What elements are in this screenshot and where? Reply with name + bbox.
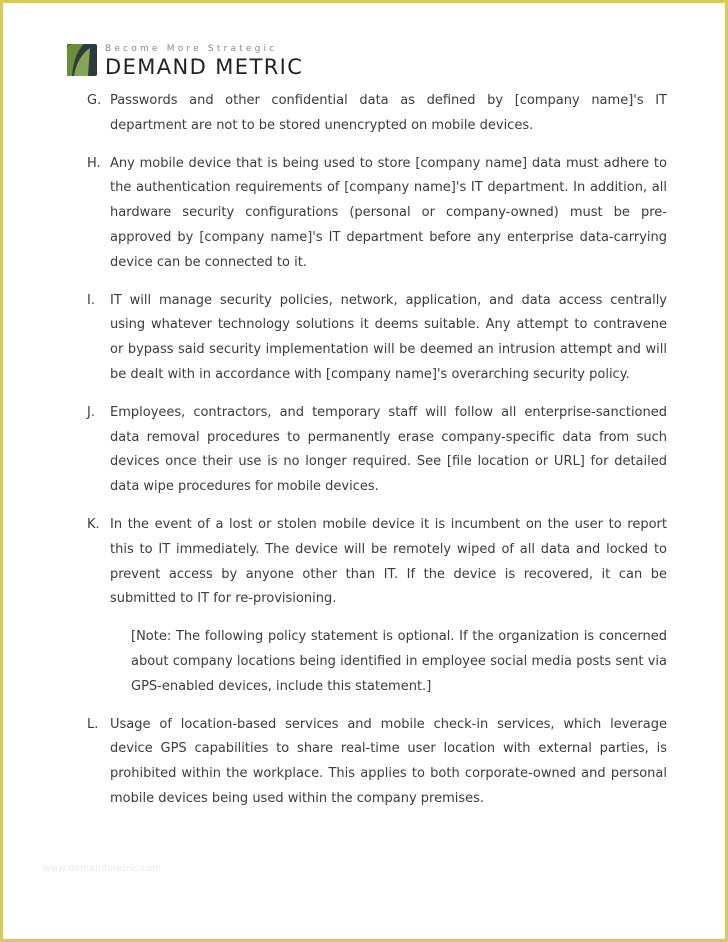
item-letter: I. [87, 292, 95, 308]
item-letter: G. [87, 93, 102, 108]
item-letter: H. [87, 155, 101, 171]
item-letter: K. [87, 516, 100, 532]
policy-item-g [87, 89, 667, 139]
demand-metric-logo [66, 43, 303, 78]
policy-item-h [87, 152, 667, 276]
watermark-url: www.demandmetric.com [43, 864, 162, 874]
logo-tagline: Become More Strategic [105, 44, 278, 54]
policy-content [87, 89, 667, 825]
optional-note: [Note: The following policy statement is optional. If the organization is concerned about company locations being identified in employee social media posts sent via GPS-enabled devices, include this statement.] [131, 629, 667, 694]
policy-item-k [87, 513, 667, 612]
logo-brand-name: DEMAND METRIC [105, 55, 304, 79]
item-text: Employees, contractors, and temporary staff will follow all enterprise-sanctioned data removal procedures to permanently erase company-specific data from such devices once their use is no longer required. See [file location or URL] for detailed data wipe procedures for mobile devices. [110, 404, 667, 495]
item-letter: L. [87, 716, 99, 732]
policy-item-l [87, 713, 667, 812]
item-letter: J. [87, 404, 95, 420]
item-text: IT will manage security policies, network, application, and data access centrally using whatever technology solutions it deems suitable. Any attempt to contravene or bypass said security implementation will be deemed an intrusion attempt and will be dealt with in accordance with [company name]'s overarching security policy. [110, 292, 667, 382]
item-text: Passwords and other confidential data as defined by [company name]'s IT department are not to be stored unencrypted on mobile devices. [110, 93, 667, 133]
item-text: Usage of location-based services and mobile check-in services, which leverage device GPS capabilities to share real-time user location with external parties, is prohibited within the workplace. This applies to both corporate-owned and personal mobile devices being used within the company premises. [110, 716, 667, 806]
logo-mark-icon [66, 43, 98, 77]
policy-item-j [87, 401, 667, 500]
item-text: Any mobile device that is being used to store [company name] data must adhere to the authentication requirements of [company name]'s IT department. In addition, all hardware security configurations (personal or company-owned) must be pre-approved by [company name]'s IT department before any enterprise data-carrying device can be connected to it. [110, 155, 667, 270]
policy-item-i [87, 289, 667, 388]
item-text: In the event of a lost or stolen mobile device it is incumbent on the user to report this to IT immediately. The device will be remotely wiped of all data and locked to prevent access by anyone other than IT. If the device is recovered, it can be submitted to IT for re-provisioning. [110, 516, 667, 607]
